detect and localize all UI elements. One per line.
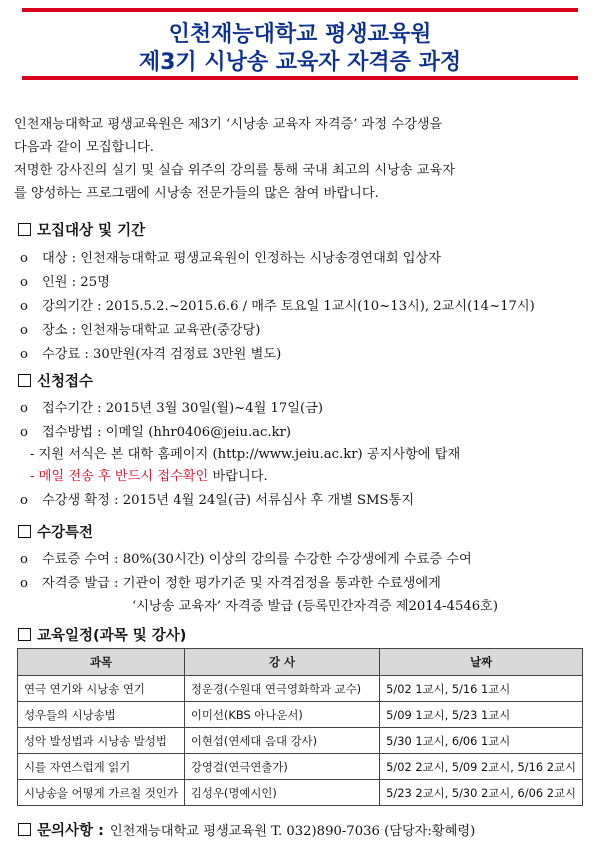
header-rule-top — [22, 8, 578, 12]
column-header-instructor: 강 사 — [184, 649, 379, 676]
list-item: o 장소 : 인천재능대학교 교육관(중강당) — [20, 323, 261, 338]
contact-info: 인천재능대학교 평생교육원 T. 032)890-7036 (담당자:황혜령) — [109, 824, 476, 839]
instructor-cell: 강영걸(연극연출가) — [184, 754, 379, 780]
table-row — [18, 676, 583, 702]
instructor-cell: 김성우(명예시인) — [184, 780, 379, 806]
emphasis-text: - 메일 전송 후 반드시 접수확인 — [30, 469, 209, 484]
contact-line — [18, 819, 475, 840]
list-item: o 접수기간 : 2015년 3월 30일(월)~4월 17일(금) — [20, 401, 324, 416]
section-heading-schedule — [18, 624, 186, 645]
sub-item: - 메일 전송 후 반드시 접수확인 바랍니다. — [30, 469, 268, 484]
column-header-subject: 과목 — [18, 649, 185, 676]
list-item: o 수강생 확정 : 2015년 4월 24일(금) 서류심사 후 개별 SMS통지 — [20, 493, 415, 508]
date-cell: 5/30 1교시, 6/06 1교시 — [380, 728, 583, 754]
table-row — [18, 754, 583, 780]
subject-cell: 성악 발성법과 시낭송 발성법 — [18, 728, 185, 754]
list-item: o 자격증 발급 : 기관이 정한 평가기준 및 자격검정을 통과한 수료생에게 — [20, 576, 441, 591]
table-row — [18, 728, 583, 754]
header-rule-bottom — [22, 76, 578, 80]
intro-line: 를 양성하는 프로그램에 시낭송 전문가들의 많은 참여 바랍니다. — [14, 186, 379, 201]
list-item: o 수강료 : 30만원(자격 검정료 3만원 별도) — [20, 347, 282, 362]
schedule-table — [17, 648, 583, 806]
sub-item: ‘시낭송 교육자’ 자격증 발급 (등록민간자격증 제2014-4546호) — [132, 599, 498, 614]
checkbox-square-icon — [18, 823, 31, 836]
list-item: o 인원 : 25명 — [20, 275, 110, 290]
table-row — [18, 780, 583, 806]
list-item: o 접수방법 : 이메일 (hhr0406@jeiu.ac.kr) — [20, 425, 292, 440]
date-cell: 5/23 2교시, 5/30 2교시, 6/06 2교시 — [380, 780, 583, 806]
checkbox-square-icon — [18, 374, 31, 387]
list-item: o 수료증 수여 : 80%(30시간) 이상의 강의를 수강한 수강생에게 수료증 수여 — [20, 552, 472, 567]
intro-line: 인천재능대학교 평생교육원은 제3기 ‘시낭송 교육자 자격증’ 과정 수강생을 — [14, 117, 443, 132]
checkbox-square-icon — [18, 223, 31, 236]
section-heading-label: 모집대상 및 기간 — [37, 223, 146, 239]
section-heading-apply — [18, 370, 93, 391]
instructor-cell: 이미선(KBS 아나운서) — [184, 702, 379, 728]
section-heading-label: 수강특전 — [37, 525, 94, 541]
intro-line: 다음과 같이 모집합니다. — [14, 140, 154, 155]
intro-line: 저명한 강사진의 실기 및 실습 위주의 강의를 통해 국내 최고의 시낭송 교육자 — [14, 163, 456, 178]
subject-cell: 연극 연기와 시낭송 연기 — [18, 676, 185, 702]
section-heading-benefits — [18, 521, 93, 542]
table-row — [18, 702, 583, 728]
subject-cell: 성우들의 시낭송법 — [18, 702, 185, 728]
section-heading-label: 신청접수 — [37, 374, 94, 390]
date-cell: 5/02 1교시, 5/16 1교시 — [380, 676, 583, 702]
column-header-date: 날짜 — [380, 649, 583, 676]
page-title-line2: 제3기 시낭송 교육자 자격증 과정 — [138, 50, 462, 75]
section-heading-recruit — [18, 219, 145, 240]
subject-cell: 시낭송을 어떻게 가르칠 것인가 — [18, 780, 185, 806]
page-title-line1: 인천재능대학교 평생교육원 — [168, 22, 432, 47]
contact-label: 문의사항 : — [37, 823, 104, 839]
instructor-cell: 정운경(수원대 연극영화학과 교수) — [184, 676, 379, 702]
sub-item: - 지원 서식은 본 대학 홈페이지 (http://www.jeiu.ac.kr) 공지사항에 탑재 — [30, 447, 461, 462]
checkbox-square-icon — [18, 525, 31, 538]
date-cell: 5/02 2교시, 5/09 2교시, 5/16 2교시 — [380, 754, 583, 780]
table-header-row — [18, 649, 583, 676]
list-item: o 대상 : 인천재능대학교 평생교육원이 인정하는 시낭송경연대회 입상자 — [20, 251, 442, 266]
instructor-cell: 이현섭(연세대 음대 강사) — [184, 728, 379, 754]
list-item: o 강의기간 : 2015.5.2.~2015.6.6 / 매주 토요일 1교시(10~13시), 2교시(14~17시) — [20, 299, 535, 314]
checkbox-square-icon — [18, 628, 31, 641]
intro-paragraph — [14, 113, 589, 205]
subject-cell: 시를 자연스럽게 읽기 — [18, 754, 185, 780]
section-heading-label: 교육일정(과목 및 강사) — [37, 628, 187, 644]
date-cell: 5/09 1교시, 5/23 1교시 — [380, 702, 583, 728]
